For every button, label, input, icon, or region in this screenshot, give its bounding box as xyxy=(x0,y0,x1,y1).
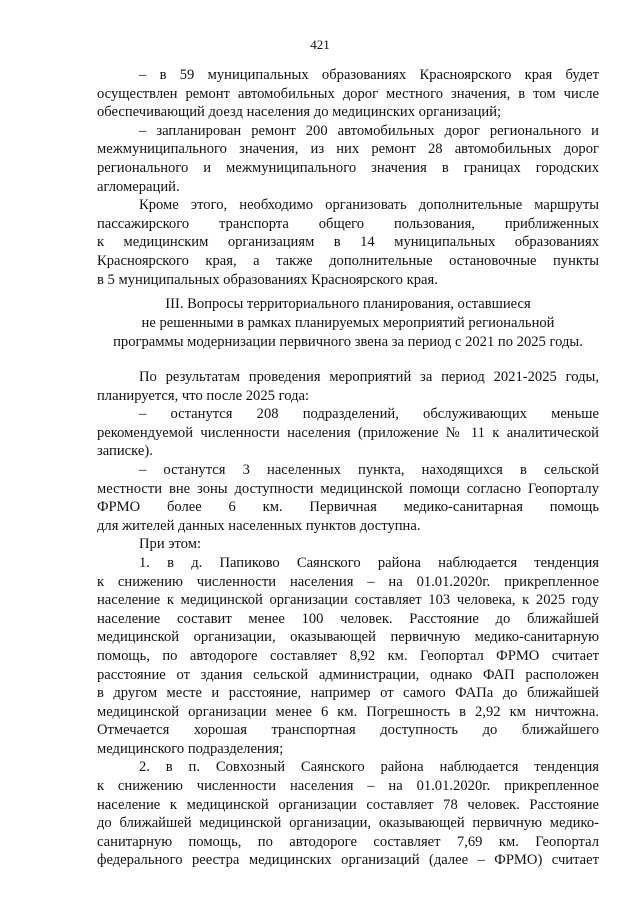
paragraph-line: к снижению численности населения – на 01.01.2020г. прикрепленное xyxy=(97,778,599,795)
paragraph-line: Отмечается хорошая транспортная доступность до ближайшего xyxy=(97,722,599,739)
paragraph-line: медицинской организации, оказывающей первичную медико-санитарную xyxy=(97,629,599,646)
paragraph-line: санитарную помощь, по автодороге составляет 7,69 км. Геопортал xyxy=(97,833,599,850)
paragraph-line: в 5 муниципальных образованиях Красноярского края. xyxy=(97,271,438,288)
paragraph-line: Красноярского края, а также дополнительные остановочные пункты xyxy=(97,252,599,269)
paragraph-line: регионального и межмуниципального значения в границах городских xyxy=(97,159,599,176)
list-item-papikovo: 1. в д. Папиково Саянского района наблюдается тенденция xyxy=(139,554,599,571)
paragraph-line: Кроме этого, необходимо организовать дополнительные маршруты xyxy=(139,197,599,214)
paragraph-line: федерального реестра медицинских организаций (далее – ФРМО) считает xyxy=(97,852,599,869)
paragraph-line: население к медицинской организации составляет 78 человек. Расстояние xyxy=(97,796,599,813)
paragraph-line: население составит менее 100 человек. Расстояние до ближайшей xyxy=(97,610,599,627)
paragraph-line: межмуниципального значения, из них ремонт 28 автомобильных дорог xyxy=(97,141,599,158)
paragraph-line: население к медицинской организации составляет 103 человека, к 2025 году xyxy=(97,592,599,609)
paragraph-line: помощь, по автодороге составляет 8,92 км. Геопортал ФРМО считает xyxy=(97,647,599,664)
paragraph-line: При этом: xyxy=(139,536,202,553)
paragraph-line: медицинской организации менее 6 км. Погрешность в 2,92 км ничтожна. xyxy=(97,703,599,720)
paragraph-line: для жителей данных населенных пунктов доступна. xyxy=(97,517,421,534)
paragraph-line: – останутся 3 населенных пункта, находящихся в сельской xyxy=(139,461,599,478)
page-number: 421 xyxy=(310,37,330,52)
paragraph-line: – останутся 208 подразделений, обслуживающих меньше xyxy=(139,406,599,423)
paragraph-line: осуществлен ремонт автомобильных дорог местного значения, в том числе xyxy=(97,85,599,102)
paragraph-line: записке). xyxy=(97,443,153,460)
paragraph-line: пассажирского транспорта общего пользования, приближенных xyxy=(97,215,599,232)
paragraph-line: По результатам проведения мероприятий за период 2021-2025 годы, xyxy=(139,369,599,385)
paragraph-line: рекомендуемой численности населения (приложение № 11 к аналитической xyxy=(97,424,599,441)
results-section xyxy=(97,368,599,870)
paragraph-line: расстояние от здания сельской администрации, однако ФАП расположен xyxy=(97,666,599,683)
paragraph-line: ФРМО более 6 км. Первичная медико-санитарная помощь xyxy=(97,499,599,516)
heading-line: программы модернизации первичного звена за период с 2021 по 2025 годы. xyxy=(113,334,583,350)
paragraph-line: до ближайшей медицинской организации, оказывающей первичную медико- xyxy=(97,815,599,832)
section-heading xyxy=(97,295,599,352)
paragraph-line: – в 59 муниципальных образованиях Красноярского края будет xyxy=(139,67,599,83)
paragraph-line: агломераций. xyxy=(97,178,180,195)
paragraph-line: обеспечивающий доезд населения до медицинских организаций; xyxy=(97,104,502,121)
paragraph-line: медицинского подразделения; xyxy=(97,740,284,757)
paragraph-line: к снижению численности населения – на 01.01.2020г. прикрепленное xyxy=(97,573,599,590)
list-item-sovkhozny: 2. в п. Совхозный Саянского района наблюдается тенденция xyxy=(139,759,599,776)
paragraph-line: в другом месте и расстояние, например от самого ФАПа до ближайшей xyxy=(97,685,599,702)
paragraph-line: к медицинским организациям в 14 муниципальных образованиях xyxy=(97,234,599,251)
heading-line: не решенными в рамках планируемых мероприятий региональной xyxy=(141,315,555,331)
road-repair-section xyxy=(97,66,599,289)
paragraph-line: – запланирован ремонт 200 автомобильных дорог регионального и xyxy=(139,122,599,139)
paragraph-line: местности вне зоны доступности медицинской помощи согласно Геопорталу xyxy=(97,480,599,497)
heading-line: III. Вопросы территориального планирования, оставшиеся xyxy=(165,296,531,312)
paragraph-line: планируется, что после 2025 года: xyxy=(97,387,310,404)
